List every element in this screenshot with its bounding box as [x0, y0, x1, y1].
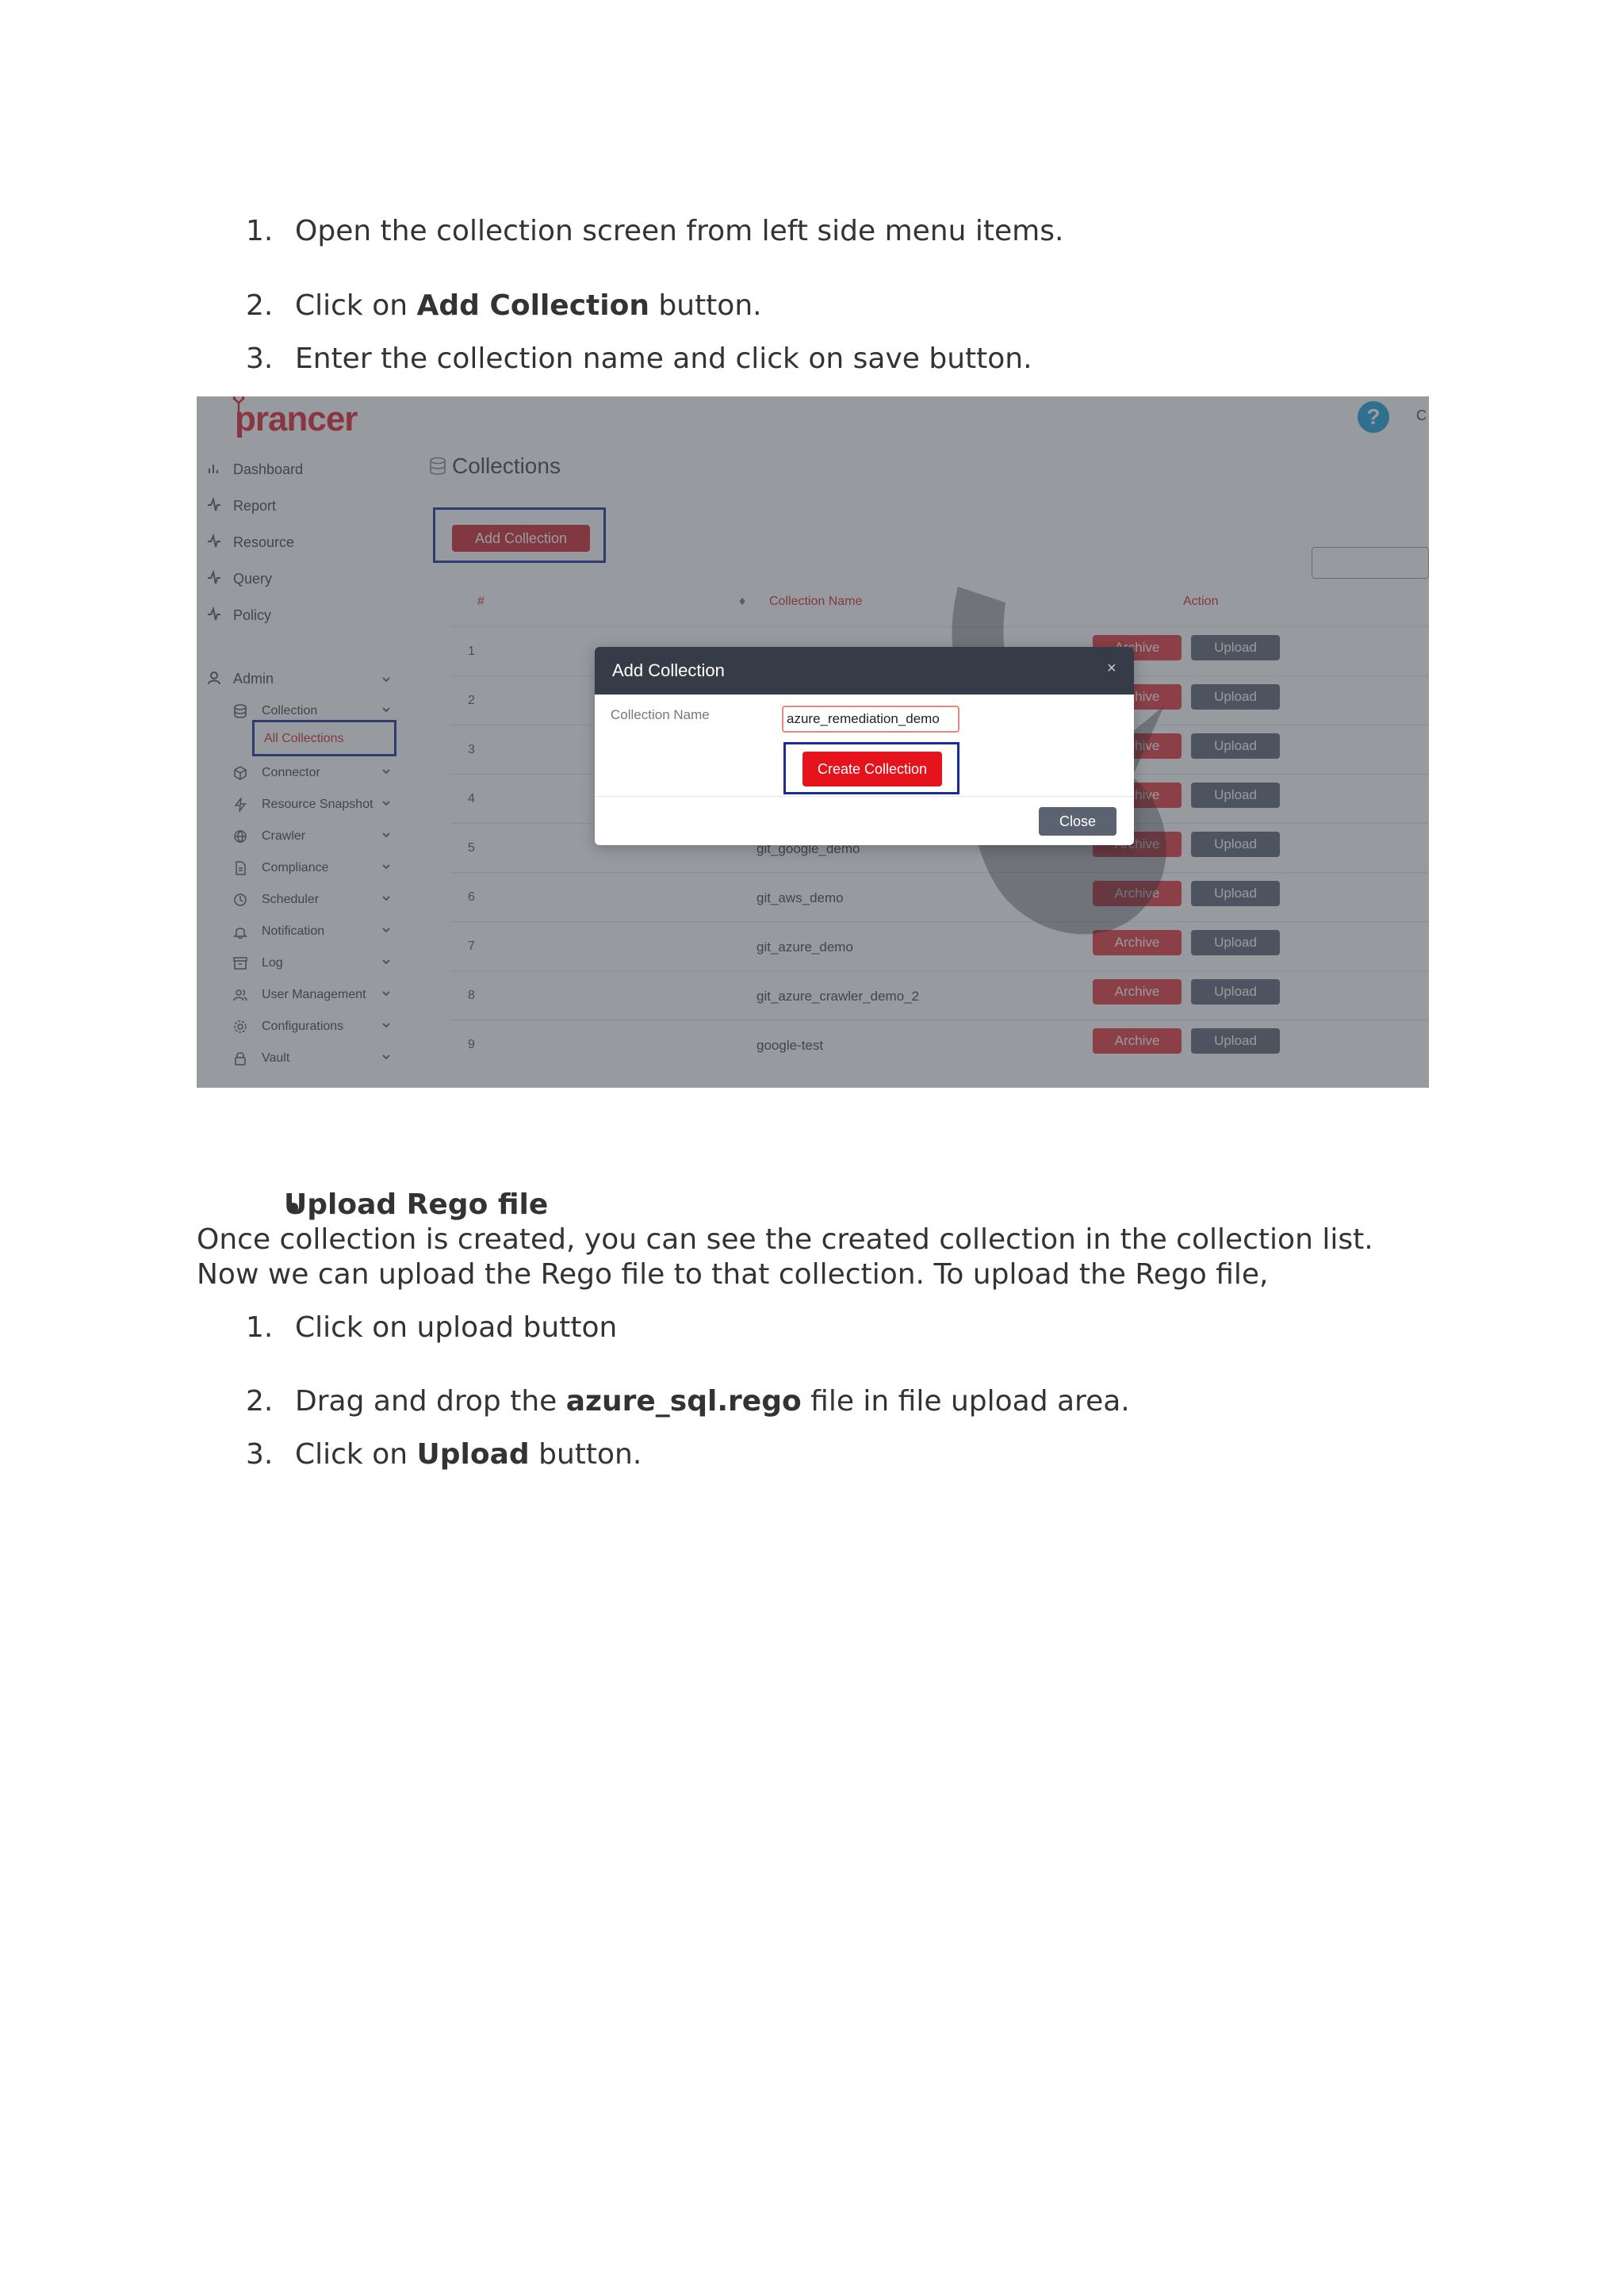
step-a-1: 1. Open the collection screen from left side menu items. [246, 215, 1064, 247]
collection-name-label: Collection Name [611, 707, 710, 722]
section-paragraph: Once collection is created, you can see the created collection in the collection list. Now we can upload the Rego file to that collection. To upload the Rego file, [197, 1223, 1373, 1291]
step-b-1: 1. Click on upload button [246, 1311, 618, 1344]
modal-divider [595, 796, 1134, 797]
step-b-3: 3. Click on Upload button. [246, 1438, 642, 1471]
step-a-2: 2. Click on Add Collection button. [246, 289, 762, 322]
embedded-screenshot [197, 396, 1429, 1088]
create-collection-button[interactable]: Create Collection [802, 752, 942, 786]
collection-name-input[interactable] [782, 706, 959, 733]
step-b-2: 2. Drag and drop the azure_sql.rego file in file upload area. [246, 1385, 1130, 1418]
step-a-3: 3. Enter the collection name and click on save button. [246, 342, 1032, 375]
modal-header [595, 647, 1134, 695]
section-heading: Upload Rego file [284, 1188, 549, 1221]
close-icon[interactable]: × [1107, 660, 1116, 677]
close-button[interactable]: Close [1039, 807, 1116, 836]
add-collection-modal [595, 647, 1134, 845]
modal-title: Add Collection [612, 660, 725, 680]
